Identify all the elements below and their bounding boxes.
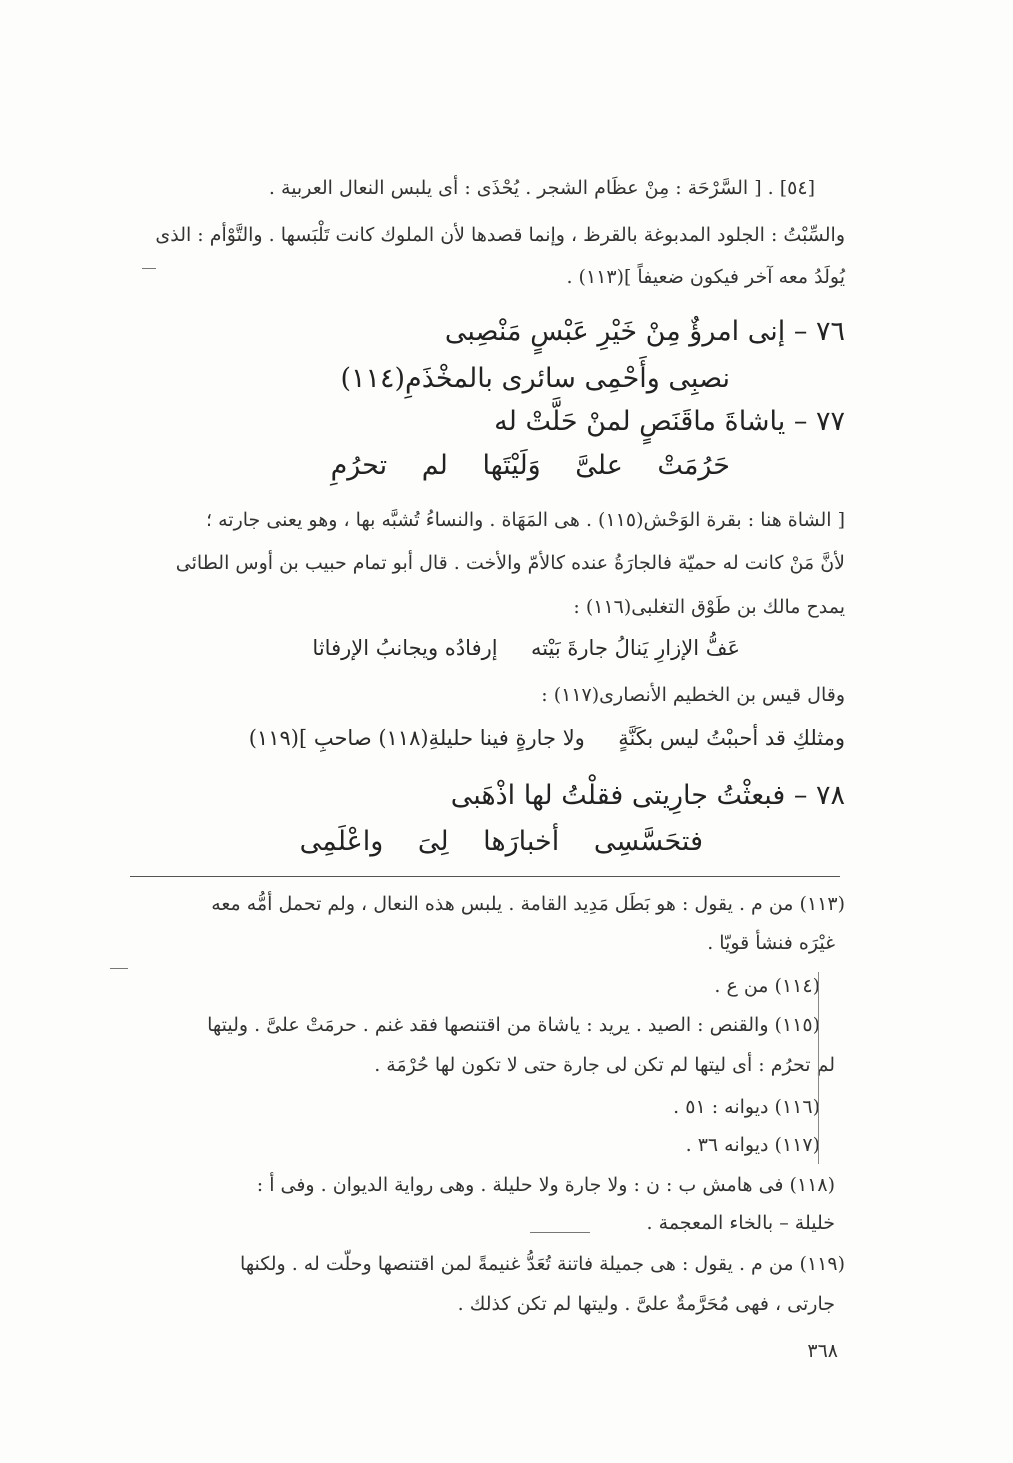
verse-number: ٧٧ – (793, 406, 845, 437)
verse-text: إنى امرؤٌ مِنْ خَيْرِ عَبْسٍ مَنْصِبى (444, 316, 786, 347)
verse-text: ياشاةَ ماقَنَصٍ لمنْ حَلَّتْ له (494, 406, 786, 437)
verse-text: فبعثْتُ جارِيتى فقلْتُ لها اذْهَبى (450, 780, 786, 811)
footnote-line: (١١٣) من م . يقول : هو بَطَل مَدِيد القامة . يلبس هذه النعال ، ولم تحمل أمُّه معه (211, 893, 845, 915)
commentary-line: والسِّبْتُ : الجلود المدبوغة بالقرظ ، وإنما قصدها لأن الملوك كانت تَلْبَسها . والتَّوْأم : الذى (155, 224, 845, 246)
verse-number: ٧٨ – (793, 780, 845, 811)
footnote-line: لم تحرُم : أى ليتها لم تكن لى جارة حتى لا تكون لها حُرْمَة . (374, 1054, 835, 1076)
footnote-line: (١١٩) من م . يقول : هى جميلة فاتنة تُعَدُّ غنيمةً لمن اقتنصها وحلّت له . ولكنها (239, 1253, 845, 1275)
page-number: ٣٦٨ (807, 1340, 838, 1362)
footnote-line: جارتى ، فهى مُحَرَّمةٌ علىَّ . وليتها لم تكن كذلك . (457, 1293, 835, 1315)
commentary-line: وقال قيس بن الخطيم الأنصارى(١١٧) : (541, 684, 845, 706)
commentary-line: [٥٤] . [ السَّرْحَة : مِنْ عظَام الشجر . يُحْذَى : أى يلبس النعال العربية . (268, 177, 815, 199)
verse-76-first-hemistich (365, 316, 845, 347)
footnote-line: (١١٤) من ع . (714, 975, 820, 997)
footnote-line: غيْرَه فنشأ قويّا . (707, 932, 835, 954)
verse-76-second-hemistich: نصبِى وأَحْمِى سائرى بالمخْذَمِ(١١٤) (340, 363, 730, 394)
margin-bracket (818, 972, 819, 1164)
footnote-line: خليلة – بالخاء المعجمة . (646, 1212, 835, 1234)
verse-number: ٧٦ – (793, 316, 845, 347)
footnote-line: (١١٥) والقنص : الصيد . يريد : ياشاة من اقتنصها فقد غنم . حرمَتْ علىَّ . وليتها (207, 1014, 820, 1036)
footnote-line: (١١٦) ديوانه : ٥١ . (673, 1096, 820, 1118)
footnote-separator (130, 876, 840, 877)
verse-78-first-hemistich (365, 780, 845, 811)
quoted-verse: عَفُّ الإزارِ يَنالُ جارةَ بَيْته إرفادُه ويجانبُ الإرفاثا (312, 636, 740, 660)
verse-77-first-hemistich (365, 406, 845, 437)
commentary-line: يُولَدُ معه آخر فيكون ضعيفاً ](١١٣) . (566, 266, 845, 288)
margin-mark (142, 268, 156, 269)
commentary-line: لأنَّ مَنْ كانت له حميّة فالجارَةُ عنده كالأمّ والأخت . قال أبو تمام حبيب بن أوس الطائى (175, 552, 845, 574)
quoted-verse: ومثلكِ قد أحببْتُ ليس بكَنَّةٍ ولا جارةٍ فينا حليلةِ(١١٨) صاحبِ ](١١٩) (248, 726, 845, 750)
footnote-line: (١١٧) ديوانه ٣٦ . (685, 1134, 820, 1156)
verse-77-second-hemistich: حَرُمَتْ علىَّ وَلَيْتَها لم تحرُمِ (330, 450, 730, 481)
commentary-line: [ الشاة هنا : بقرة الوَحْش(١١٥) . هى المَهَاة . والنساءُ تُشبَّه بها ، وهو يعنى جارته ؛ (206, 509, 845, 531)
margin-mark (110, 968, 128, 969)
footnote-line: (١١٨) فى هامش ب : ن : ولا جارة ولا حليلة . وهى رواية الديوان . وفى أ : (256, 1174, 835, 1196)
commentary-line: يمدح مالك بن طَوْق التغلبى(١١٦) : (573, 596, 845, 618)
margin-mark (530, 1232, 590, 1233)
verse-78-second-hemistich: فتحَسَّسِى أخبارَها لِىَ واعْلَمِى (299, 826, 703, 857)
